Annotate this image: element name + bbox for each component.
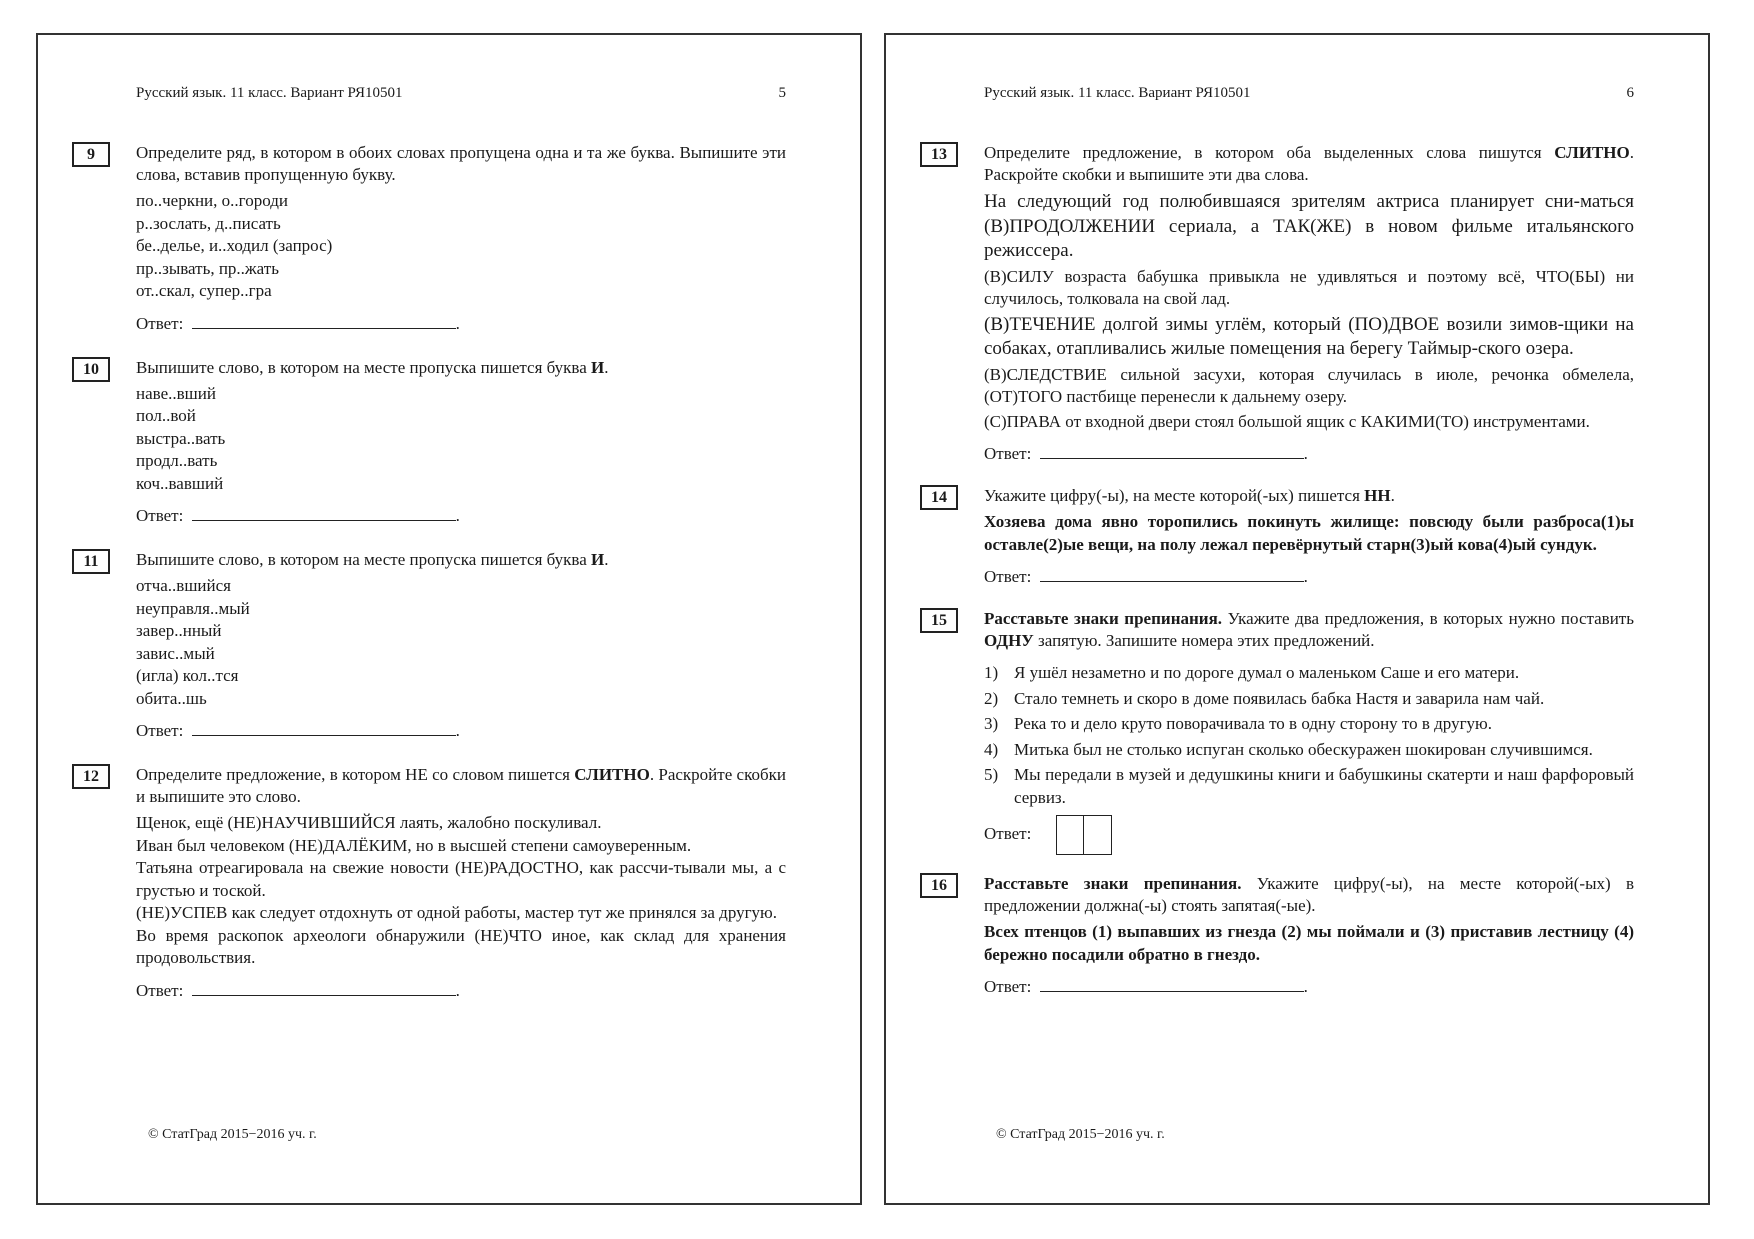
- numbered-list: [984, 662, 1634, 809]
- task-number: 13: [920, 142, 958, 167]
- page-left: [36, 33, 862, 1205]
- answer-field[interactable]: [1040, 977, 1304, 992]
- instruction-text: Выпишите слово, в котором на месте пропуска пишется буква: [136, 357, 587, 377]
- answer-label: Ответ:: [984, 823, 1032, 843]
- instruction-lead: Расставьте знаки препинания.: [984, 609, 1223, 628]
- list-item: [984, 662, 1634, 685]
- instruction-emphasis: СЛИТНО: [1554, 143, 1630, 162]
- answer-row: [984, 815, 1634, 855]
- task-12: [83, 764, 787, 1002]
- answer-label: Ответ:: [136, 506, 184, 525]
- sentence: Татьяна отреагировала на свежие новости (НЕ)РАДОСТНО, как рассчи-тывали мы, а с грустью и тоской.: [136, 858, 786, 900]
- answer-field[interactable]: [192, 721, 456, 736]
- sentence: (В)СЛЕДСТВИЕ сильной засухи, которая случилась в июле, речонка обмелела, (ОТ)ТОГО пастбище перенесли к дальнему озеру.: [984, 364, 1634, 406]
- list-item: бе..делье, и..ходил (запрос): [136, 236, 333, 255]
- list-item: пр..зывать, пр..жать: [136, 258, 279, 278]
- task-instruction: Выпишите слово, в котором на месте пропуска пишется буква И.: [136, 550, 609, 569]
- list-item: по..черкни, о..городи: [136, 191, 288, 210]
- instruction-emphasis: ОДНУ: [984, 631, 1034, 650]
- answer-box-1[interactable]: [1056, 815, 1084, 855]
- instruction-emphasis: НН: [1364, 486, 1391, 505]
- answer-field[interactable]: [1040, 444, 1304, 459]
- item-text: Стало темнеть и скоро в доме появилась бабка Настя и заварила нам чай.: [1014, 688, 1545, 708]
- task-number: 10: [72, 357, 110, 382]
- sentence-list: [136, 812, 786, 970]
- instruction-text: Выпишите слово, в котором на месте пропуска пишется буква: [136, 550, 587, 569]
- item-text: Мы передали в музей и дедушкины книги и бабушкины скатерти и наш фарфоровый сервиз.: [1014, 765, 1634, 807]
- task-instruction: [984, 608, 1634, 652]
- footer-copyright: © СтатГрад 2015−2016 уч. г.: [148, 1127, 317, 1142]
- page-number: 5: [778, 85, 786, 101]
- list-item: завер..нный: [136, 621, 222, 640]
- task-instruction: [984, 873, 1634, 917]
- item-number: 2): [984, 688, 999, 708]
- word-list: [136, 190, 786, 303]
- word-list: [136, 575, 786, 710]
- answer-field[interactable]: [192, 506, 456, 521]
- task-number: 12: [72, 764, 110, 789]
- task-instruction: [984, 485, 1634, 507]
- sentence: Иван был человеком (НЕ)ДАЛЁКИМ, но в высшей степени самоуверенным.: [136, 835, 692, 855]
- instruction-text: Определите предложение, в котором НЕ со словом пишется: [136, 765, 570, 784]
- answer-label: Ответ:: [984, 977, 1032, 996]
- sentence: Щенок, ещё (НЕ)НАУЧИВШИЙСЯ лаять, жалобно поскуливал.: [136, 813, 602, 832]
- answer-row: Ответ: .: [984, 977, 1308, 996]
- instruction-text: Укажите цифру(-ы), на месте которой(-ых) пишется: [984, 486, 1360, 505]
- task-9: [87, 142, 786, 335]
- item-text: Митька был не столько испуган сколько обескуражен шокирован случившимся.: [1014, 739, 1593, 759]
- list-item: продл..вать: [136, 451, 218, 470]
- task-11: [83, 549, 786, 742]
- answer-row: Ответ: .: [136, 313, 460, 333]
- task-sentence: Всех птенцов (1) выпавших из гнезда (2) мы поймали и (3) приставив лестницу (4) бережно посадили обратно в гнездо.: [984, 922, 1634, 964]
- task-10: [83, 357, 786, 528]
- answer-label: Ответ:: [136, 313, 184, 333]
- instruction-text: запятую. Запишите номера этих предложений.: [1038, 631, 1375, 650]
- item-number: 5): [984, 765, 999, 784]
- answer-label: Ответ:: [984, 444, 1032, 463]
- task-16: [931, 873, 1634, 998]
- task-instruction: [136, 764, 786, 808]
- list-item: [984, 764, 1634, 809]
- task-sentence: Хозяева дома явно торопились покинуть жилище: повсюду были разброса(1)ы оставле(2)ые вещи, на полу лежал перевёрнутый старн(3)ый кова(4)ый сундук.: [984, 512, 1634, 554]
- target-letter: И: [591, 550, 605, 569]
- item-text: Я ушёл незаметно и по дороге думал о маленьком Саше и его матери.: [1014, 663, 1520, 682]
- item-text: Река то и дело круто поворачивала то в одну сторону то в другую.: [1014, 714, 1493, 733]
- list-item: обита..шь: [136, 688, 207, 708]
- task-instruction: [984, 142, 1634, 186]
- sentence: (В)ТЕЧЕНИЕ долгой зимы углём, который (ПО)ДВОЕ возили зимов-щики на собаках, отапливались жилые помещения на берегу Таймыр-ского озера.: [984, 313, 1634, 359]
- sentence: (НЕ)УСПЕВ как следует отдохнуть от одной работы, мастер тут же принялся за другую.: [136, 903, 778, 922]
- sentence: (С)ПРАВА от входной двери стоял большой ящик с КАКИМИ(ТО) инструментами.: [984, 411, 1590, 431]
- task-15: [931, 608, 1634, 855]
- page-number: 6: [1626, 85, 1634, 101]
- list-item: [984, 688, 1634, 711]
- answer-field[interactable]: [192, 981, 456, 996]
- page-right: [884, 33, 1710, 1205]
- instruction-text: Определите предложение, в котором оба выделенных слова пишутся: [984, 143, 1542, 162]
- answer-box-2[interactable]: [1084, 815, 1112, 855]
- answer-row: Ответ: .: [136, 721, 460, 740]
- task-number: 15: [920, 608, 958, 633]
- running-header: [136, 85, 786, 102]
- task-number: 9: [72, 142, 110, 167]
- list-item: выстра..вать: [136, 428, 226, 448]
- word-list: [136, 383, 786, 496]
- answer-field[interactable]: [1040, 567, 1304, 582]
- list-item: отча..вшийся: [136, 576, 231, 595]
- item-number: 3): [984, 714, 999, 733]
- list-item: р..зослать, д..писать: [136, 213, 281, 233]
- list-item: коч..вавший: [136, 473, 224, 493]
- task-instruction: Определите ряд, в котором в обоих словах пропущена одна и та же буква. Выпишите эти слова, вставив пропущенную букву.: [136, 143, 786, 184]
- sentence: На следующий год полюбившаяся зрителям актриса планирует сни-маться (В)ПРОДОЛЖЕНИИ сериала, а ТАК(ЖЕ) в новом фильме итальянского режиссера.: [984, 191, 1634, 261]
- list-item: пол..вой: [136, 406, 196, 425]
- list-item: (игла) кол..тся: [136, 666, 239, 685]
- answer-row: Ответ: .: [136, 506, 460, 525]
- task-number: 11: [72, 549, 110, 574]
- list-item: наве..вший: [136, 383, 216, 403]
- instruction-text: . Раскройте скобки и выпишите это слово.: [136, 765, 787, 806]
- list-item: от..скал, супер..гра: [136, 281, 272, 300]
- task-13: [931, 142, 1634, 465]
- item-number: 4): [984, 739, 999, 759]
- task-14: [931, 485, 1634, 588]
- task-number: 14: [920, 485, 958, 510]
- answer-label: Ответ:: [984, 567, 1032, 586]
- answer-row: Ответ: .: [984, 567, 1308, 586]
- list-item: неуправля..мый: [136, 598, 250, 618]
- target-letter: И: [591, 357, 605, 377]
- instruction-text: .: [1390, 486, 1395, 505]
- sentence-list: [984, 190, 1634, 433]
- answer-label: Ответ:: [136, 721, 184, 740]
- footer-copyright: © СтатГрад 2015−2016 уч. г.: [996, 1127, 1165, 1142]
- answer-boxes: [1056, 815, 1112, 855]
- running-header: [984, 85, 1634, 102]
- sentence: (В)СИЛУ возраста бабушка привыкла не удивляться и поэтому всё, ЧТО(БЫ) ни случилось, толковала на свой лад.: [984, 266, 1634, 308]
- instruction-text: Укажите цифру(-ы), на месте которой(-ых) в предложении должна(-ы) стоять запятая(-ые).: [984, 874, 1634, 915]
- header-title: Русский язык. 11 класс. Вариант РЯ10501: [136, 85, 403, 101]
- instruction-text: Укажите два предложения, в которых нужно поставить: [1222, 609, 1634, 628]
- answer-row: Ответ: .: [136, 980, 460, 1000]
- task-number: 16: [920, 873, 958, 898]
- answer-label: Ответ:: [136, 980, 184, 1000]
- list-item: [984, 739, 1634, 762]
- list-item: завис..мый: [136, 643, 215, 663]
- answer-field[interactable]: [192, 314, 456, 329]
- sentence: Во время раскопок археологи обнаружили (НЕ)ЧТО иное, как склад для хранения продовольствия.: [136, 925, 786, 967]
- answer-row: Ответ: .: [984, 444, 1308, 463]
- header-title: Русский язык. 11 класс. Вариант РЯ10501: [984, 85, 1251, 101]
- instruction-emphasis: СЛИТНО: [574, 765, 650, 784]
- list-item: [984, 713, 1634, 736]
- item-number: 1): [984, 663, 999, 682]
- task-instruction: Выпишите слово, в котором на месте пропуска пишется буква И.: [136, 357, 609, 377]
- instruction-lead: Расставьте знаки препинания.: [984, 874, 1242, 893]
- instruction-text: . Раскройте скобки и выпишите эти два слова.: [984, 143, 1634, 184]
